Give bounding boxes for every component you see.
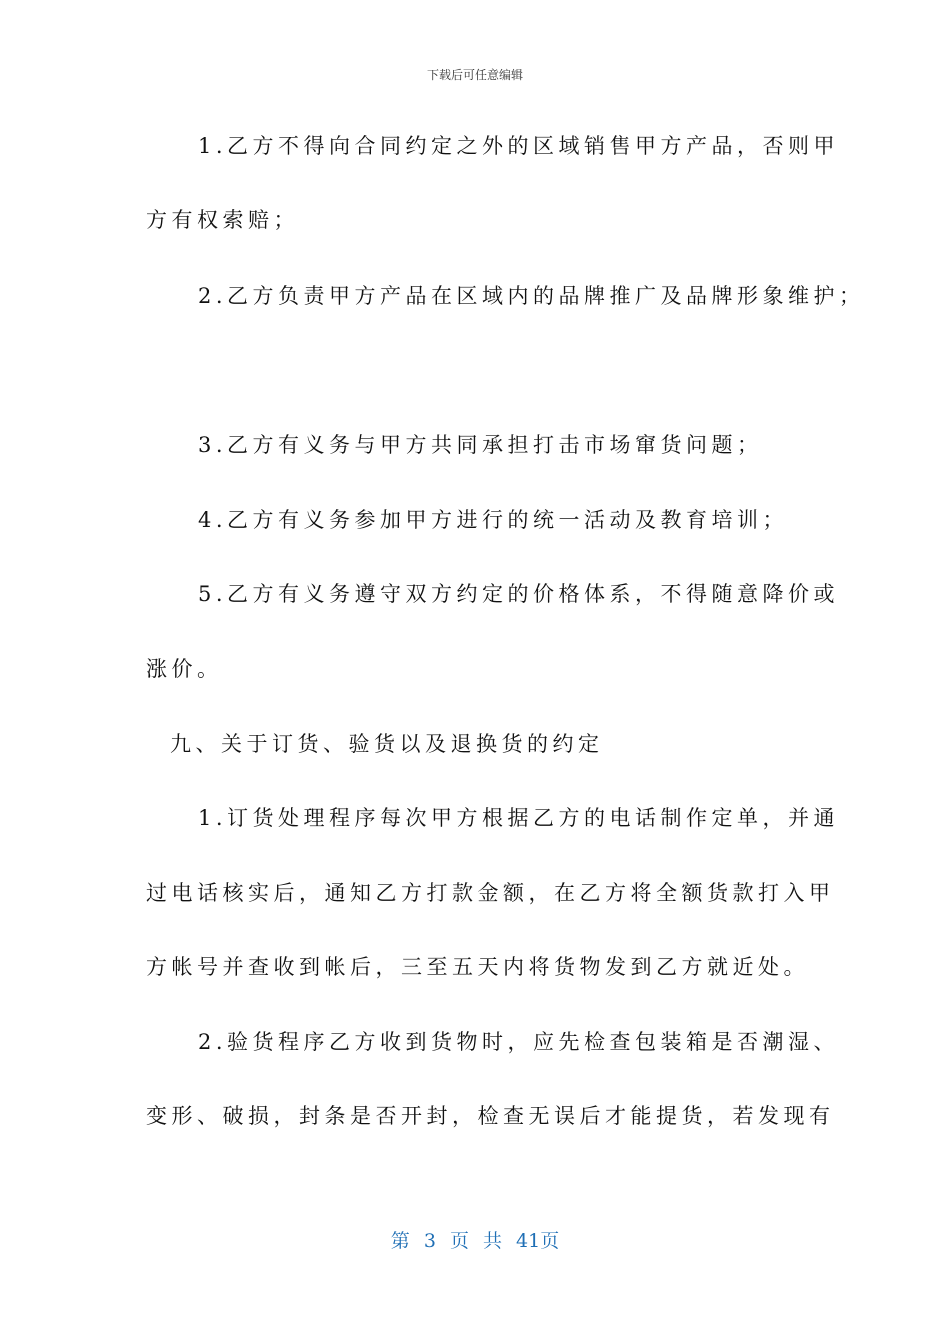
paragraph-line: 3.乙方有义务与甲方共同承担打击市场窜货问题； [198, 433, 763, 457]
paragraph-line: 1.乙方不得向合同约定之外的区域销售甲方产品，否则甲 [198, 134, 840, 158]
paragraph-line: 1.订货处理程序每次甲方根据乙方的电话制作定单，并通 [198, 806, 840, 830]
paragraph-line: 4.乙方有义务参加甲方进行的统一活动及教育培训； [198, 508, 789, 532]
paragraph-line: 方有权索赔； [146, 208, 299, 232]
paragraph-line: 变形、破损，封条是否开封，检查无误后才能提货，若发现有 [146, 1104, 835, 1128]
section-heading: 九、关于订货、验货以及退换货的约定 [170, 732, 604, 756]
page-number: 第 3 页 共 41页 [390, 1230, 560, 1252]
paragraph-line: 5.乙方有义务遵守双方约定的价格体系，不得随意降价或 [198, 582, 840, 606]
paragraph-line: 过电话核实后，通知乙方打款金额，在乙方将全额货款打入甲 [146, 881, 835, 905]
page-header-note: 下载后可任意编辑 [426, 68, 523, 82]
paragraph-line: 方帐号并查收到帐后，三至五天内将货物发到乙方就近处。 [146, 955, 809, 979]
paragraph-line: 2.验货程序乙方收到货物时，应先检查包装箱是否潮湿、 [198, 1030, 840, 1054]
paragraph-line: 涨价。 [146, 657, 223, 681]
paragraph-line: 2.乙方负责甲方产品在区域内的品牌推广及品牌形象维护； [198, 284, 865, 308]
